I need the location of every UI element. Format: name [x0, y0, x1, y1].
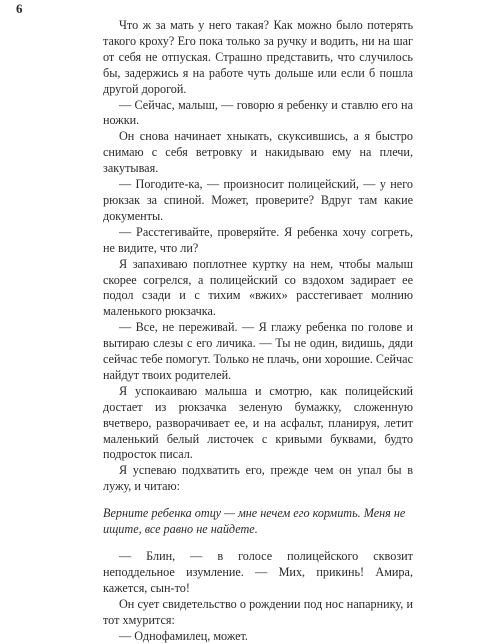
- paragraph: Я успокаиваю малыша и смотрю, как полицейский достает из рюкзачка зеленую бумажку, сложенную вчетверо, разворачивает ее, и на асфальт, планируя, летит маленький белый листочек с кривыми буквами, будто подросток писал.: [103, 383, 413, 462]
- paragraph: — Расстегивайте, проверяйте. Я ребенка хочу согреть, не видите, что ли?: [103, 224, 413, 255]
- body-text: [103, 18, 413, 644]
- paragraph: Я успеваю подхватить его, прежде чем он упал бы в лужу, и читаю:: [103, 463, 413, 494]
- paragraph: — Сейчас, малыш, — говорю я ребенку и ставлю его на ножки.: [103, 97, 413, 128]
- paragraph: Я запахиваю поплотнее куртку на нем, чтобы малыш скорее согрелся, а полицейский со вздохом задирает ее подол сзади и с тихим «вжих» расстегивает молнию маленького рюкзачка.: [103, 256, 413, 319]
- paragraph: Он снова начинает хныкать, скуксившись, а я быстро снимаю с себя ветровку и накидываю ему на плечи, закутывая.: [103, 129, 413, 176]
- paragraph: Что ж за мать у него такая? Как можно было потерять такого кроху? Его пока только за ручку и водить, ни на шаг от себя не отпуская. Страшно представить, что случилось бы, задержись я на работе чуть дольше или если б пошла другой дорогой.: [103, 18, 413, 96]
- page-number: 6: [16, 1, 23, 16]
- paragraph: — Все, не переживай. — Я глажу ребенка по голове и вытираю слезы с его личика. — Ты не один, видишь, дяди сейчас тебе помогут. Только не плачь, они хорошие. Сейчас найдут твоих родителей.: [103, 320, 413, 382]
- paragraph: — Блин, — в голосе полицейского сквозит неподдельное изумление. — Мих, прикинь! Амира, кажется, сын-то!: [103, 549, 413, 595]
- paragraph: Он сует свидетельство о рождении под нос напарнику, и тот хмурится:: [103, 596, 413, 627]
- paragraph: — Однофамилец, может.: [119, 628, 248, 643]
- paragraph: — Погодите-ка, — произносит полицейский, — у него рюкзак за спиной. Может, проверите? Вдруг там какие документы.: [103, 177, 413, 223]
- letter-quote: Верните ребенка отцу — мне нечем его кормить. Меня не ищите, все равно не найдете.: [103, 506, 406, 537]
